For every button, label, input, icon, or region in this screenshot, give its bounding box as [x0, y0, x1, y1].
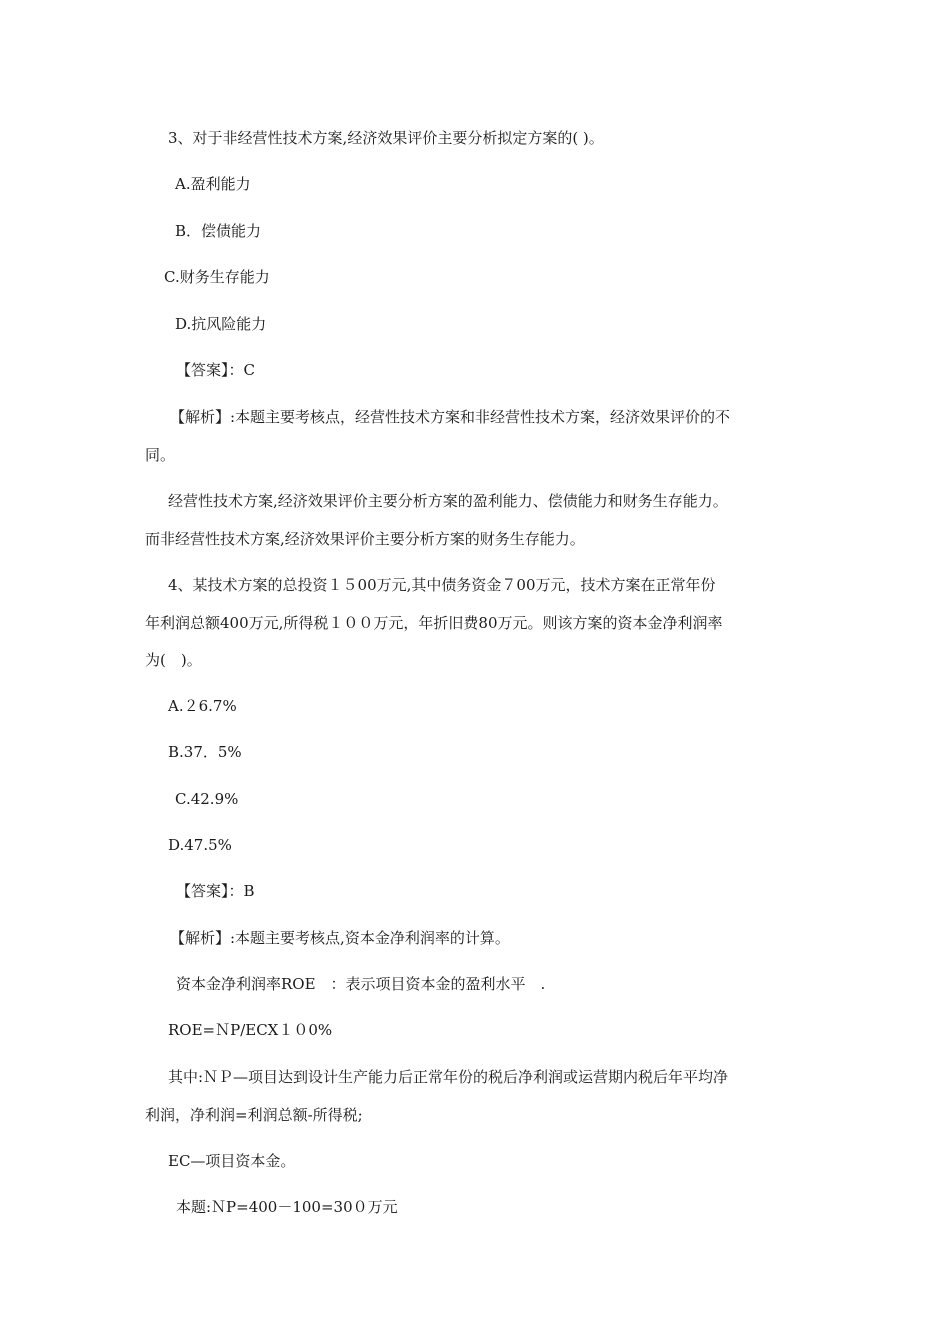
ec-definition: EC—项目资本金。: [168, 1152, 296, 1170]
q4-option-b: B.37．5%: [168, 743, 242, 761]
question-4-stem-line2: 年利润总额400万元,所得税１００万元，年折旧费80万元。则该方案的资本金净利润率: [145, 614, 723, 632]
q4-explanation: 【解析】:本题主要考核点,资本金净利润率的计算。: [170, 929, 510, 947]
question-4-stem: 4、某技术方案的总投资１５00万元,其中债务资金７00万元，技术方案在正常年份: [168, 576, 716, 594]
q4-option-a: A.２6.7%: [168, 697, 237, 715]
q4-option-c: C.42.9%: [175, 790, 239, 808]
roe-formula: ROE=ＮP/ECⅩ１０0%: [168, 1021, 333, 1039]
np-definition: 其中:ＮＰ—项目达到设计生产能力后正常年份的税后净利润或运营期内税后年平均净: [168, 1068, 729, 1086]
q4-option-d: D.47.5%: [168, 836, 232, 854]
q3-option-c: C.财务生存能力: [164, 268, 270, 286]
question-4-stem-line3: 为( )。: [145, 651, 202, 669]
q3-option-a: A.盈利能力: [175, 175, 251, 193]
q3-paragraph-cont: 而非经营性技术方案,经济效果评价主要分析方案的财务生存能力。: [145, 530, 585, 548]
q3-option-d: D.抗风险能力: [175, 315, 267, 333]
q3-paragraph: 经营性技术方案,经济效果评价主要分析方案的盈利能力、偿债能力和财务生存能力。: [168, 492, 728, 510]
roe-definition: 资本金净利润率ROE ：表示项目资本金的盈利水平 .: [176, 975, 546, 993]
q3-answer: 【答案】：C: [176, 361, 255, 379]
np-definition-cont: 利润，净利润=利润总额-所得税;: [145, 1106, 363, 1124]
q3-explanation: 【解析】:本题主要考核点，经营性技术方案和非经营性技术方案，经济效果评价的不: [170, 408, 731, 426]
q4-answer: 【答案】：B: [176, 882, 255, 900]
q3-explanation-cont: 同。: [145, 446, 176, 464]
calculation-line: 本题:ＮP=400－100=30０万元: [176, 1198, 398, 1216]
q3-option-b: B．偿债能力: [175, 222, 262, 240]
question-3-stem: 3、对于非经营性技术方案,经济效果评价主要分析拟定方案的( )。: [168, 129, 604, 147]
